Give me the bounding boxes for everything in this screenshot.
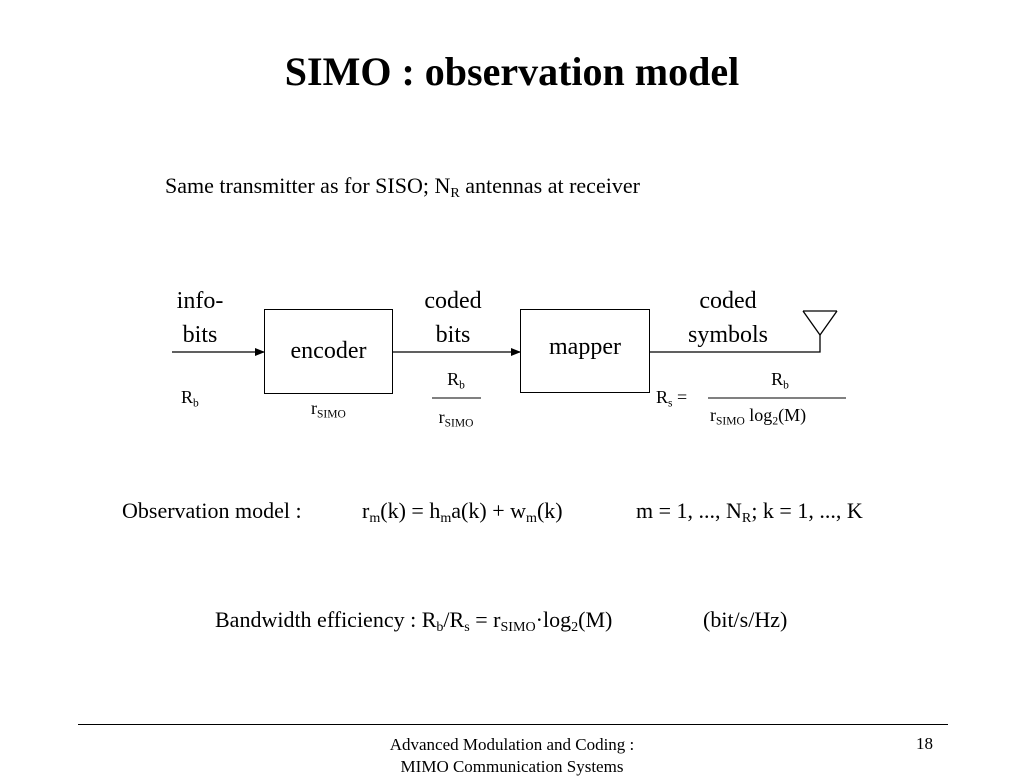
input-rate: $R_b$ (181, 387, 199, 410)
symbol-rate-numerator: $R_b$ (771, 369, 789, 392)
observation-equation: $r_m(k) = h_ma(k) + w_m(k)$ (362, 498, 563, 527)
page-number: 18 (916, 734, 933, 753)
bandwidth-unit: (bit/s/Hz) (703, 607, 788, 632)
coded-symbols-label: coded symbols (687, 288, 768, 348)
input-label: info- bits (176, 288, 224, 348)
encoder-rate: $r_{SIMO}$ (311, 398, 346, 421)
symbol-rate-lhs: $R_s$ = (656, 387, 688, 410)
antenna-icon (803, 311, 837, 335)
observation-label: Observation model : (122, 498, 302, 523)
bandwidth-efficiency: Bandwidth efficiency : $R_b/R_s = r_{SIMO}\cdot\log_2(M)$ (215, 607, 613, 636)
footer-text: Advanced Modulation and Coding : MIMO Communication Systems (389, 735, 635, 776)
intro-text: Same transmitter as for SISO; $N_R$ antennas at receiver (165, 173, 640, 202)
slide-title: SIMO : observation model (284, 49, 740, 94)
footer-divider (78, 724, 948, 725)
mapper-block: mapper (520, 309, 650, 393)
coded-bits-label: coded bits (424, 288, 482, 348)
coded-bits-rate-numerator: $R_b$ (447, 369, 465, 392)
symbol-rate-denominator: $r_{SIMO}$ $\log_2(M)$ (710, 405, 807, 428)
coded-bits-rate-denominator: $r_{SIMO}$ (438, 407, 474, 430)
observation-range: m = 1, ..., $N_R$; k = 1, ..., K (636, 498, 863, 527)
encoder-block: encoder (264, 309, 393, 394)
